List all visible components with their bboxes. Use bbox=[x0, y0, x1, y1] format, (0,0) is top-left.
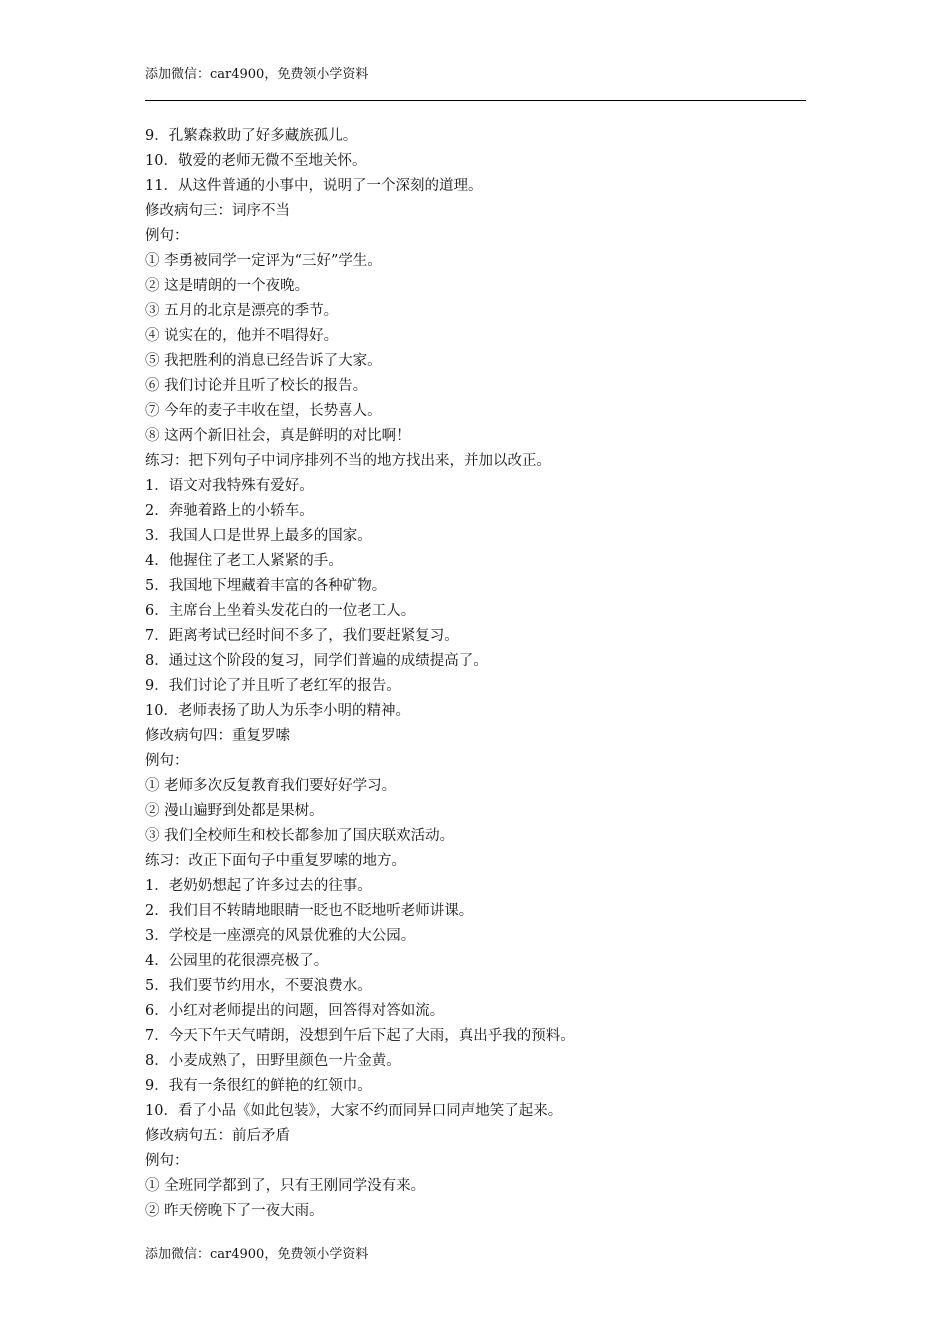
text-line: 9．我们讨论了并且听了老红军的报告。 bbox=[145, 678, 401, 694]
text-line: 3．我国人口是世界上最多的国家。 bbox=[145, 528, 372, 544]
text-line: 5．我国地下埋藏着丰富的各种矿物。 bbox=[145, 578, 387, 594]
text-line: 9．我有一条很红的鲜艳的红领巾。 bbox=[145, 1078, 372, 1094]
page-header: 添加微信：car4900，免费领小学资料 bbox=[145, 67, 369, 82]
text-line: 6．小红对老师提出的问题，回答得对答如流。 bbox=[145, 1003, 445, 1019]
text-line: 4．他握住了老工人紧紧的手。 bbox=[145, 553, 343, 569]
text-line: ③ 我们全校师生和校长都参加了国庆联欢活动。 bbox=[145, 828, 455, 844]
text-line: 10．看了小品《如此包装》，大家不约而同异口同声地笑了起来。 bbox=[145, 1103, 563, 1119]
text-line: ② 这是晴朗的一个夜晚。 bbox=[145, 278, 310, 294]
exercise-heading: 练习：改正下面句子中重复罗嗦的地方。 bbox=[145, 853, 406, 869]
page-footer: 添加微信：car4900，免费领小学资料 bbox=[145, 1247, 369, 1262]
text-line: 2．我们目不转睛地眼睛一眨也不眨地听老师讲课。 bbox=[145, 903, 474, 919]
example-label: 例句： bbox=[145, 753, 189, 769]
text-line: ⑥ 我们讨论并且听了校长的报告。 bbox=[145, 378, 368, 394]
document-body bbox=[145, 124, 806, 1224]
text-line: 8．小麦成熟了，田野里颜色一片金黄。 bbox=[145, 1053, 401, 1069]
text-line: ① 全班同学都到了，只有王刚同学没有来。 bbox=[145, 1178, 426, 1194]
text-line: 4．公园里的花很漂亮极了。 bbox=[145, 953, 329, 969]
example-label: 例句： bbox=[145, 1153, 189, 1169]
text-line: 8．通过这个阶段的复习，同学们普遍的成绩提高了。 bbox=[145, 653, 488, 669]
text-line: 10．敬爱的老师无微不至地关怀。 bbox=[145, 153, 367, 169]
exercise-heading: 练习：把下列句子中词序排列不当的地方找出来，并加以改正。 bbox=[145, 453, 551, 469]
text-line: ⑤ 我把胜利的消息已经告诉了大家。 bbox=[145, 353, 382, 369]
text-line: 5．我们要节约用水，不要浪费水。 bbox=[145, 978, 372, 994]
text-line: ① 老师多次反复教育我们要好好学习。 bbox=[145, 778, 397, 794]
text-line: 1．老奶奶想起了许多过去的往事。 bbox=[145, 878, 372, 894]
text-line: ① 李勇被同学一定评为“三好”学生。 bbox=[145, 253, 382, 269]
example-label: 例句： bbox=[145, 228, 189, 244]
text-line: ③ 五月的北京是漂亮的季节。 bbox=[145, 303, 339, 319]
text-line: ⑧ 这两个新旧社会，真是鲜明的对比啊！ bbox=[145, 428, 411, 444]
text-line: 10．老师表扬了助人为乐李小明的精神。 bbox=[145, 703, 410, 719]
text-line: 9．孔繁森救助了好多藏族孤儿。 bbox=[145, 128, 358, 144]
text-line: 3．学校是一座漂亮的风景优雅的大公园。 bbox=[145, 928, 416, 944]
text-line: ② 昨天傍晚下了一夜大雨。 bbox=[145, 1203, 324, 1219]
text-line: 2．奔驰着路上的小轿车。 bbox=[145, 503, 314, 519]
text-line: ② 漫山遍野到处都是果树。 bbox=[145, 803, 324, 819]
text-line: 11．从这件普通的小事中，说明了一个深刻的道理。 bbox=[145, 178, 483, 194]
text-line: 7．距离考试已经时间不多了，我们要赶紧复习。 bbox=[145, 628, 459, 644]
text-line: 7．今天下午天气晴朗，没想到午后下起了大雨，真出乎我的预料。 bbox=[145, 1028, 575, 1044]
text-line: ⑦ 今年的麦子丰收在望，长势喜人。 bbox=[145, 403, 382, 419]
section-heading: 修改病句五：前后矛盾 bbox=[145, 1128, 290, 1144]
section-heading: 修改病句三：词序不当 bbox=[145, 203, 290, 219]
section-heading: 修改病句四：重复罗嗦 bbox=[145, 728, 290, 744]
header-divider bbox=[145, 100, 806, 101]
text-line: 6．主席台上坐着头发花白的一位老工人。 bbox=[145, 603, 416, 619]
text-line: 1．语文对我特殊有爱好。 bbox=[145, 478, 314, 494]
text-line: ④ 说实在的，他并不唱得好。 bbox=[145, 328, 339, 344]
